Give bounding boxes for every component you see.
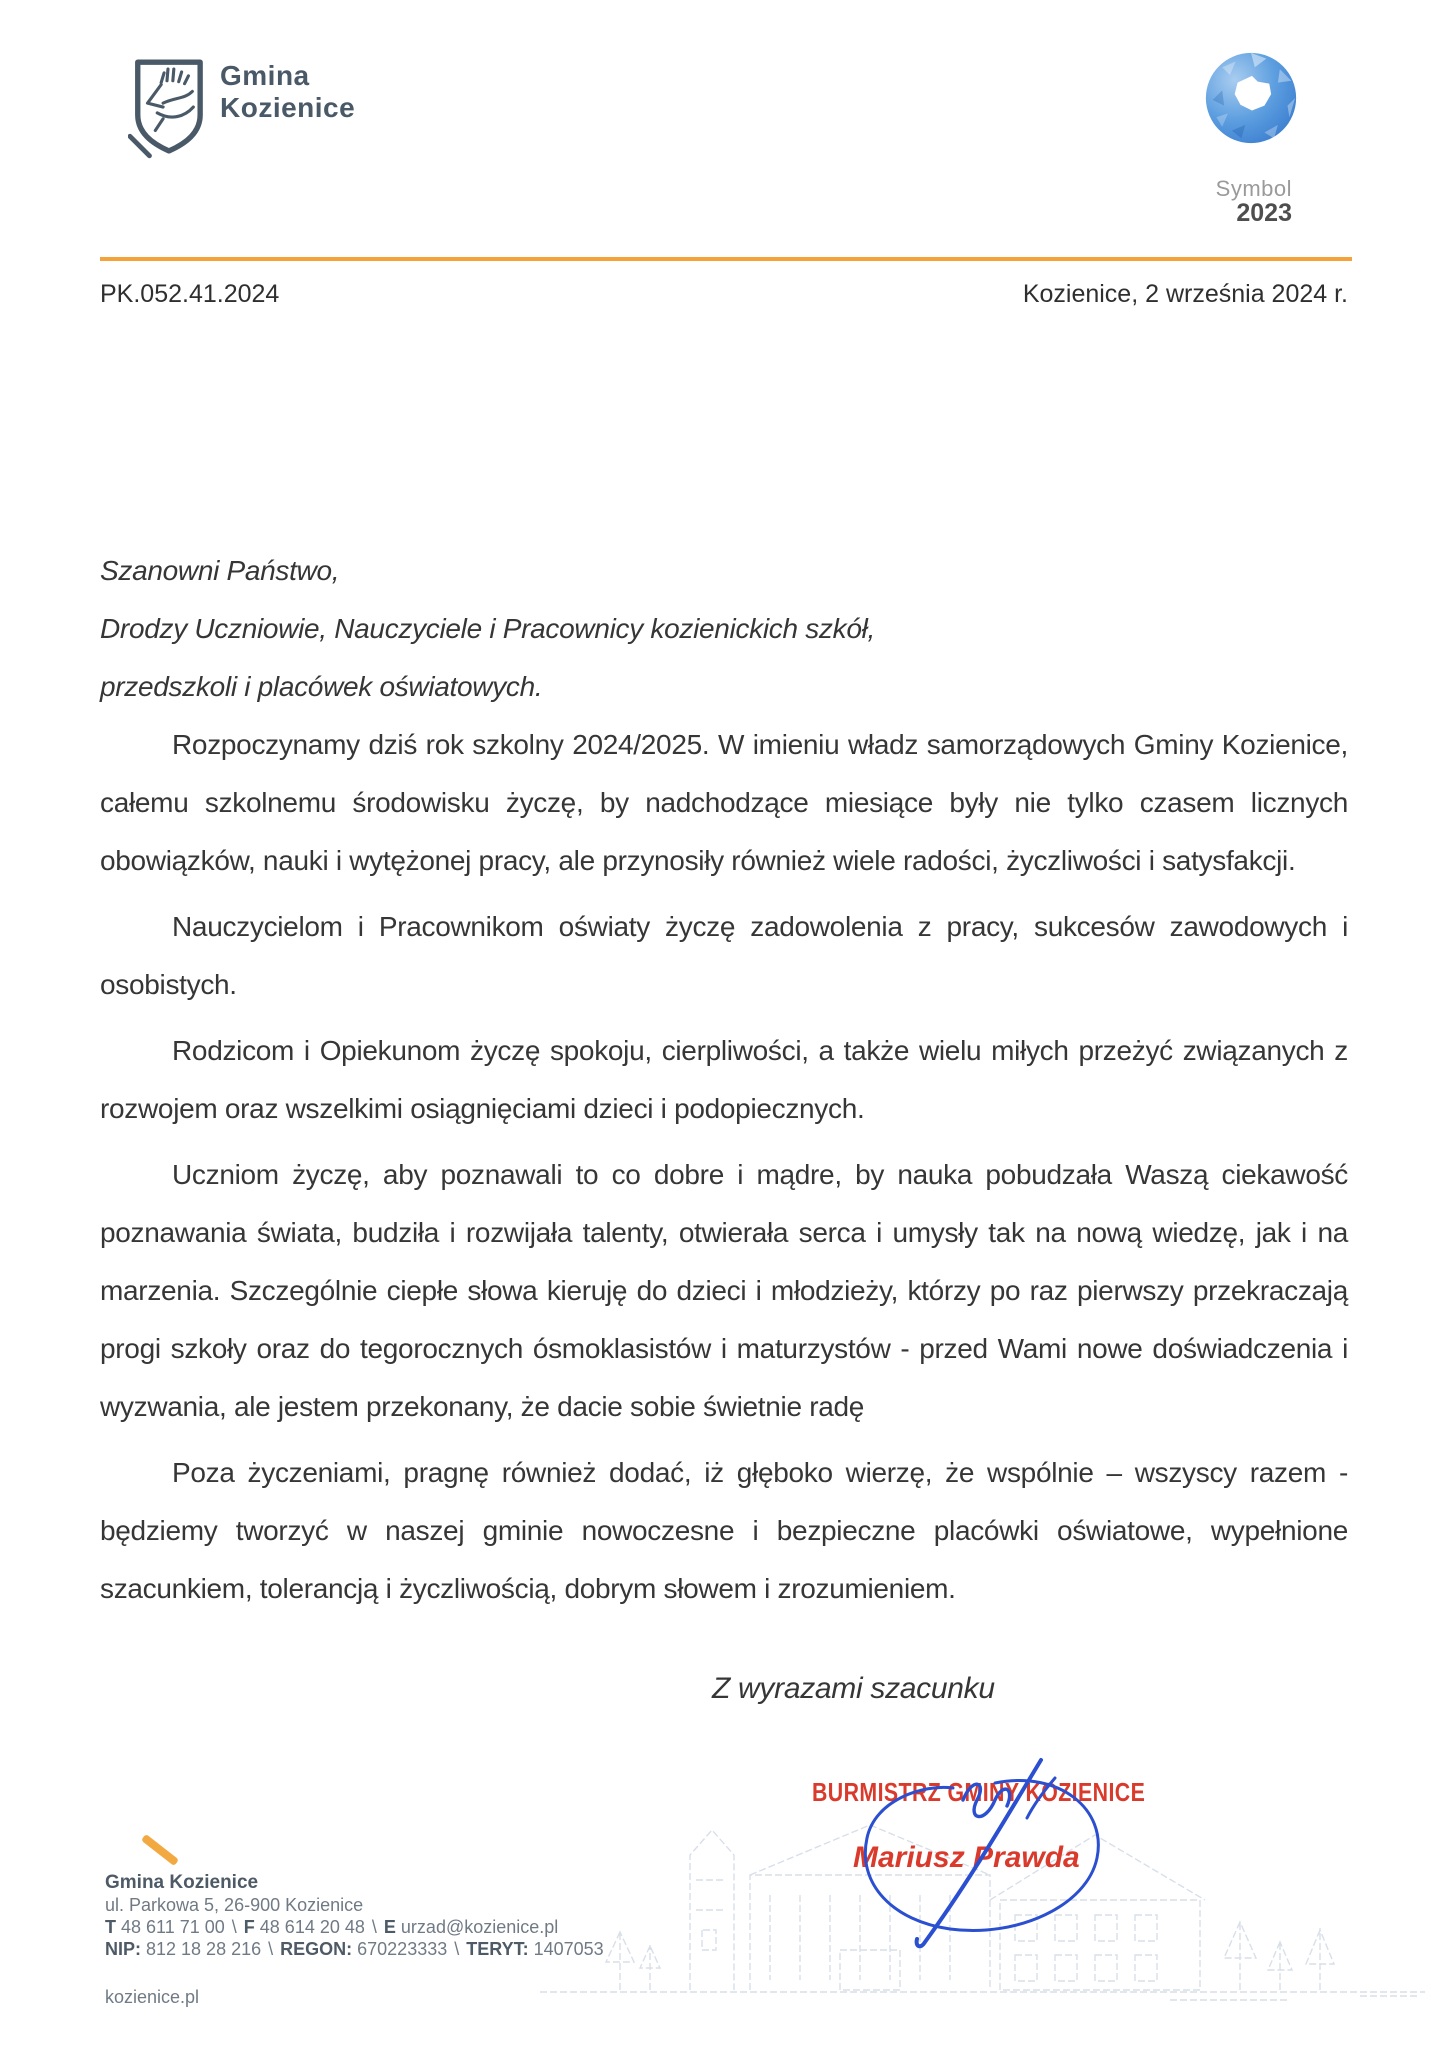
separator: \ — [268, 1939, 274, 1959]
salutation-line: przedszkoli i placówek oświatowych. — [100, 671, 543, 702]
nip-value: 812 18 28 216 — [146, 1939, 262, 1959]
salutation — [100, 542, 1348, 716]
salutation-line: Drodzy Uczniowie, Nauczyciele i Pracownicy kozienickich szkół, — [100, 613, 875, 644]
footer-address: ul. Parkowa 5, 26-900 Kozienice — [105, 1895, 364, 1915]
letter-body — [100, 542, 1348, 1718]
teryt-value: 1407053 — [533, 1939, 604, 1959]
salutation-line: Szanowni Państwo, — [100, 555, 340, 586]
award-text — [1216, 176, 1292, 226]
poland-mosaic-badge-icon — [1203, 50, 1299, 146]
footer-website: kozienice.pl — [105, 1987, 200, 2007]
phone-label: T — [105, 1917, 116, 1937]
paragraph: Uczniom życzę, aby poznawali to co dobre i mądre, by nauka pobudzała Waszą ciekawość poznawania świata, budziła i rozwijała talenty, otwierała serca i umysły tak na nową wiedzę, jak i na marzenia. Szczególnie ciepłe słowa kieruję do dzieci i młodzieży, którzy po raz pierwszy przekraczają progi szkoły oraz do tegorocznych ósmoklasistów i maturzystów - przed Wami nowe doświadczenia i wyzwania, ale jestem przekonany, że dacie sobie świetnie radę — [100, 1159, 1348, 1422]
place-date: Kozienice, 2 września 2024 r. — [1022, 280, 1348, 308]
reference-number: PK.052.41.2024 — [100, 280, 280, 308]
closing-phrase: Z wyrazami szacunku — [712, 1672, 995, 1705]
paragraph: Rodzicom i Opiekunom życzę spokoju, cierpliwości, a także wielu miłych przeżyć związanych z rozwojem oraz wszelkimi osiągnięciami dzieci i podopiecznych. — [100, 1035, 1348, 1124]
stamp-signatory-name: Mariusz Prawda — [853, 1841, 1080, 1874]
paragraph: Rozpoczynamy dziś rok szkolny 2024/2025. W imieniu władz samorządowych Gminy Kozienice, całemu szkolnemu środowisku życzę, by nadchodzące miesiące były nie tylko czasem licznych obowiązków, nauki i wytężonej pracy, ale przynosiły również wiele radości, życzliwości i satysfakcji. — [100, 729, 1348, 876]
award-year: 2023 — [1236, 199, 1292, 227]
email-label: E — [383, 1917, 396, 1937]
handwritten-signature — [845, 1748, 1125, 1958]
municipality-logo — [128, 58, 355, 160]
logo-text — [220, 60, 355, 124]
separator: \ — [454, 1939, 460, 1959]
footer — [105, 1872, 604, 2008]
footer-contact-line — [105, 1916, 604, 1938]
logo-text-line2: Kozienice — [220, 92, 356, 123]
paragraph: Poza życzeniami, pragnę również dodać, iż głęboko wierzę, że wspólnie – wszyscy razem - będziemy tworzyć w naszej gminie nowoczesne i bezpieczne placówki oświatowe, wypełnione szacunkiem, tolerancją i życzliwością, dobrym słowem i zrozumieniem. — [100, 1457, 1348, 1604]
footer-registry-line — [105, 1938, 604, 1960]
logo-text-line1: Gmina — [220, 60, 310, 91]
regon-label: REGON: — [280, 1939, 353, 1959]
phone-number: 48 611 71 00 — [121, 1917, 225, 1937]
nip-label: NIP: — [105, 1939, 141, 1959]
footer-accent-mark-icon — [141, 1834, 179, 1866]
deer-shield-icon — [128, 58, 206, 160]
separator: \ — [371, 1917, 377, 1937]
email-address: urzad@kozienice.pl — [400, 1917, 559, 1937]
fax-label: F — [243, 1917, 255, 1937]
award-label: Symbol — [1215, 176, 1292, 201]
teryt-label: TERYT: — [466, 1939, 529, 1959]
separator: \ — [231, 1917, 237, 1937]
regon-value: 670223333 — [357, 1939, 448, 1959]
stamp-title: BURMISTRZ GMINY KOZIENICE — [812, 1777, 1146, 1807]
paragraph: Nauczycielom i Pracownikom oświaty życzę zadowolenia z pracy, sukcesów zawodowych i osobistych. — [100, 911, 1348, 1000]
footer-org-name: Gmina Kozienice — [105, 1872, 259, 1893]
fax-number: 48 614 20 48 — [259, 1917, 365, 1937]
separator-line — [100, 257, 1352, 261]
